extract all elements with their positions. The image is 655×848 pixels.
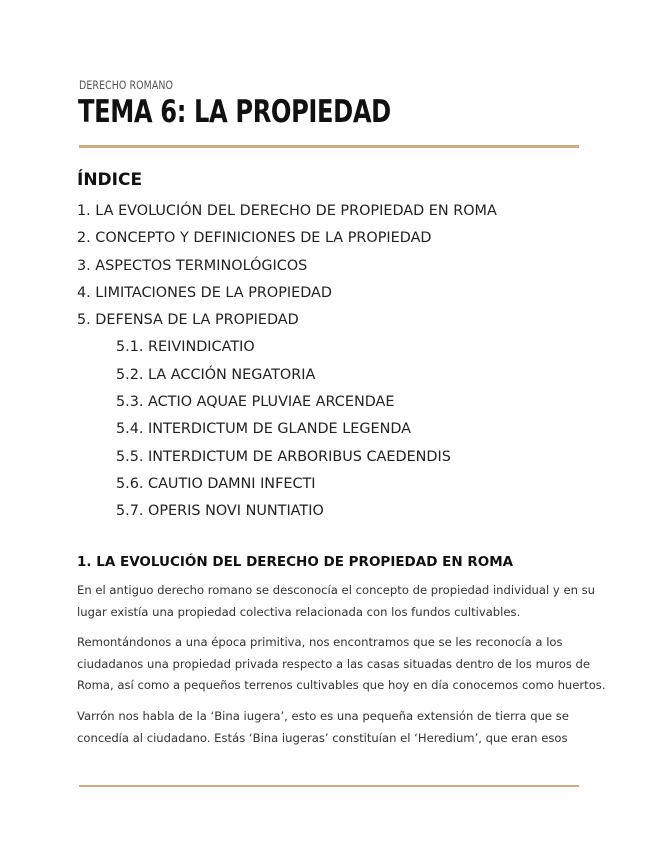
toc-subitem: 5.4. INTERDICTUM DE GLANDE LEGENDA bbox=[116, 421, 412, 438]
toc-item: 4. LIMITACIONES DE LA PROPIEDAD bbox=[77, 284, 332, 301]
toc-subitem: 5.2. LA ACCIÓN NEGATORIA bbox=[116, 366, 316, 383]
header-divider bbox=[79, 145, 579, 148]
table-of-contents bbox=[77, 200, 497, 528]
toc-subitem: 5.7. OPERIS NOVI NUNTIATIO bbox=[116, 503, 324, 520]
toc-item: 2. CONCEPTO Y DEFINICIONES DE LA PROPIEDAD bbox=[77, 230, 432, 247]
paragraph-line: Remontándonos a una época primitiva, nos encontramos que se les reconocía a los bbox=[77, 635, 563, 649]
paragraph-line: Roma, así como a pequeños terrenos cultivables que hoy en día conocemos como huertos. bbox=[77, 678, 606, 692]
toc-subitem: 5.5. INTERDICTUM DE ARBORIBUS CAEDENDIS bbox=[116, 448, 451, 465]
paragraph-line: concedía al ciudadano. Estás ‘Bina iugeras’ constituían el ‘Heredium’, que eran esos bbox=[77, 730, 568, 745]
index-heading: ÍNDICE bbox=[77, 170, 143, 190]
subject-label: DERECHO ROMANO bbox=[79, 78, 174, 92]
toc-subitem: 5.3. ACTIO AQUAE PLUVIAE ARCENDAE bbox=[116, 394, 395, 411]
paragraph-line: Varrón nos habla de la ‘Bina iugera’, esto es una pequeña extensión de tierra que se bbox=[77, 709, 569, 723]
section-heading: 1. LA EVOLUCIÓN DEL DERECHO DE PROPIEDAD EN ROMA bbox=[77, 554, 514, 570]
toc-item: 1. LA EVOLUCIÓN DEL DERECHO DE PROPIEDAD EN ROMA bbox=[77, 203, 497, 219]
toc-subitem: 5.6. CAUTIO DAMNI INFECTI bbox=[116, 475, 316, 492]
paragraph-1 bbox=[77, 580, 596, 623]
paragraph-line: lugar existía una propiedad colectiva relacionada con los fundos cultivables. bbox=[77, 604, 521, 619]
footer-divider bbox=[79, 785, 579, 787]
paragraph-line: En el antiguo derecho romano se desconocía el concepto de propiedad individual y en su bbox=[77, 583, 596, 597]
toc-subitem: 5.1. REIVINDICATIO bbox=[116, 339, 255, 356]
toc-item: 3. ASPECTOS TERMINOLÓGICOS bbox=[77, 257, 308, 274]
toc-item: 5. DEFENSA DE LA PROPIEDAD bbox=[77, 312, 299, 329]
paragraph-line: ciudadanos una propiedad privada respecto a las casas situadas dentro de los muros de bbox=[77, 656, 591, 671]
paragraph-2 bbox=[77, 632, 606, 697]
paragraph-3 bbox=[77, 706, 582, 749]
page-title: TEMA 6: LA PROPIEDAD bbox=[78, 94, 391, 130]
